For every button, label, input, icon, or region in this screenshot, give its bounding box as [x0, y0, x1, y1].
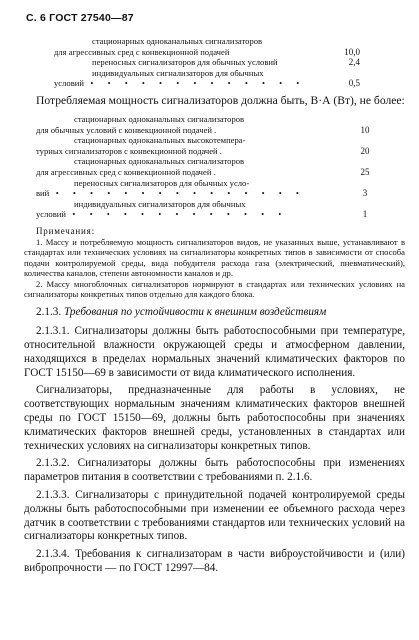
page-header: С. 6 ГОСТ 27540—87 — [26, 12, 134, 24]
row-value: 10 — [360, 124, 370, 135]
power-table — [36, 114, 388, 220]
row-text: индивидуальных сигнализаторов для обычных — [74, 198, 246, 209]
leader-dots: • • • • • • • • • • • • • • • — [55, 188, 305, 199]
power-lead: Потребляемая мощность сигнализаторов должна быть, В·А (Вт), не более: — [36, 93, 405, 107]
table-row — [36, 156, 388, 177]
table-row — [36, 178, 388, 199]
row-text: переносных сигнализаторов для обычных усло- — [74, 177, 250, 188]
table-row — [36, 199, 388, 220]
weight-table — [54, 36, 364, 89]
row-text: переносных сигнализаторов для обычных условий — [92, 57, 278, 68]
row-value: 1 — [362, 209, 368, 220]
table-row — [54, 36, 364, 57]
row-value: 20 — [360, 145, 370, 156]
section-number: 2.1.3. — [36, 306, 62, 319]
table-row — [54, 68, 364, 89]
leader-dots: • • • • • • • • • • • • • — [90, 78, 306, 89]
paragraph-2-1-3-1: 2.1.3.1. Сигнализаторы должны быть работоспособными при температуре, относительной влажности окружающей среды и атмосферном давлении, находящихся в пределах нормальных значений климатических факторов по ГОСТ 15150—69 в зависимости от вида климатического исполнения. — [24, 325, 405, 379]
row-value: 0,5 — [348, 78, 360, 89]
note-2: 2. Массу многоблочных сигнализаторов нормируют в стандартах или технических условиях на сигнализаторы конкретных типов отдельно для каждого блока. — [24, 278, 405, 299]
row-text: турных сигнализаторов с конвекционной подачей . — [36, 145, 222, 156]
section-title: Требования по устойчивости к внешним воздействиям — [63, 306, 327, 319]
row-value: 3 — [362, 188, 368, 199]
notes-title: Примечания: — [36, 225, 95, 236]
paragraph-2-1-3-3: 2.1.3.3. Сигнализаторы с принудительной подачей контролируемой среды должны быть работоспособными при изменении ее объемного расхода через датчик в соответствии с требованиями стандартов или технических условий на сигнализаторы конкретных типов. — [24, 488, 405, 543]
paragraph-conditions: Сигнализаторы, предназначенные для работы в условиях, не соответствующих нормальным значениям климатических факторов внешней среды по ГОСТ 15150—69, должны быть работоспособны при значениях климатических факторов внешней среды, установленных в стандартах или технических условиях на сигнализаторы конкретных типов. — [24, 384, 405, 452]
table-row — [36, 135, 388, 156]
row-text: стационарных одноканальных сигнализаторов — [92, 36, 263, 46]
row-text: стационарных одноканальных сигнализаторов — [74, 156, 245, 167]
row-value: 2,4 — [348, 57, 360, 68]
row-value: 10,0 — [344, 46, 360, 57]
row-text: для обычных условий с конвекционной подачей . — [36, 124, 217, 135]
row-text: условий — [36, 209, 66, 220]
row-text: для агрессивных сред с конвекционной подачей — [54, 46, 230, 57]
paragraph-2-1-3-4: 2.1.3.4. Требования к сигнализаторам в части виброустойчивости и (или) вибропрочности — по ГОСТ 12997—84. — [24, 548, 405, 574]
paragraph-2-1-3-2: 2.1.3.2. Сигнализаторы должны быть работоспособны при изменениях параметров питания в соответствии с требованиями п. 2.1.6. — [24, 457, 405, 484]
table-row — [54, 57, 364, 68]
row-text: стационарных одноканальных сигнализаторов — [74, 113, 245, 124]
row-text: стационарных одноканальных высокотемпера- — [74, 135, 246, 146]
row-text: для агрессивных сред с конвекционной подачей . — [36, 166, 216, 177]
table-row — [36, 114, 388, 135]
leader-dots: • • • • • • • • • • • • • — [72, 209, 288, 220]
section-heading — [24, 306, 405, 320]
row-text: условий — [54, 78, 84, 89]
row-text: вий — [36, 188, 50, 199]
row-text: индивидуальных сигнализаторов для обычных — [92, 67, 264, 78]
row-value: 25 — [360, 166, 370, 177]
note-1: 1. Массу и потребляемую мощность сигнализаторов видов, не указанных выше, устанавливают в стандартах или технических условиях на сигнализаторы конкретных типов в зависимости от способа подачи контролируемой среды, вида побудителя расхода газа (электрический, пневматический), количества каналов, степени автономности каналов и др. — [24, 236, 405, 279]
